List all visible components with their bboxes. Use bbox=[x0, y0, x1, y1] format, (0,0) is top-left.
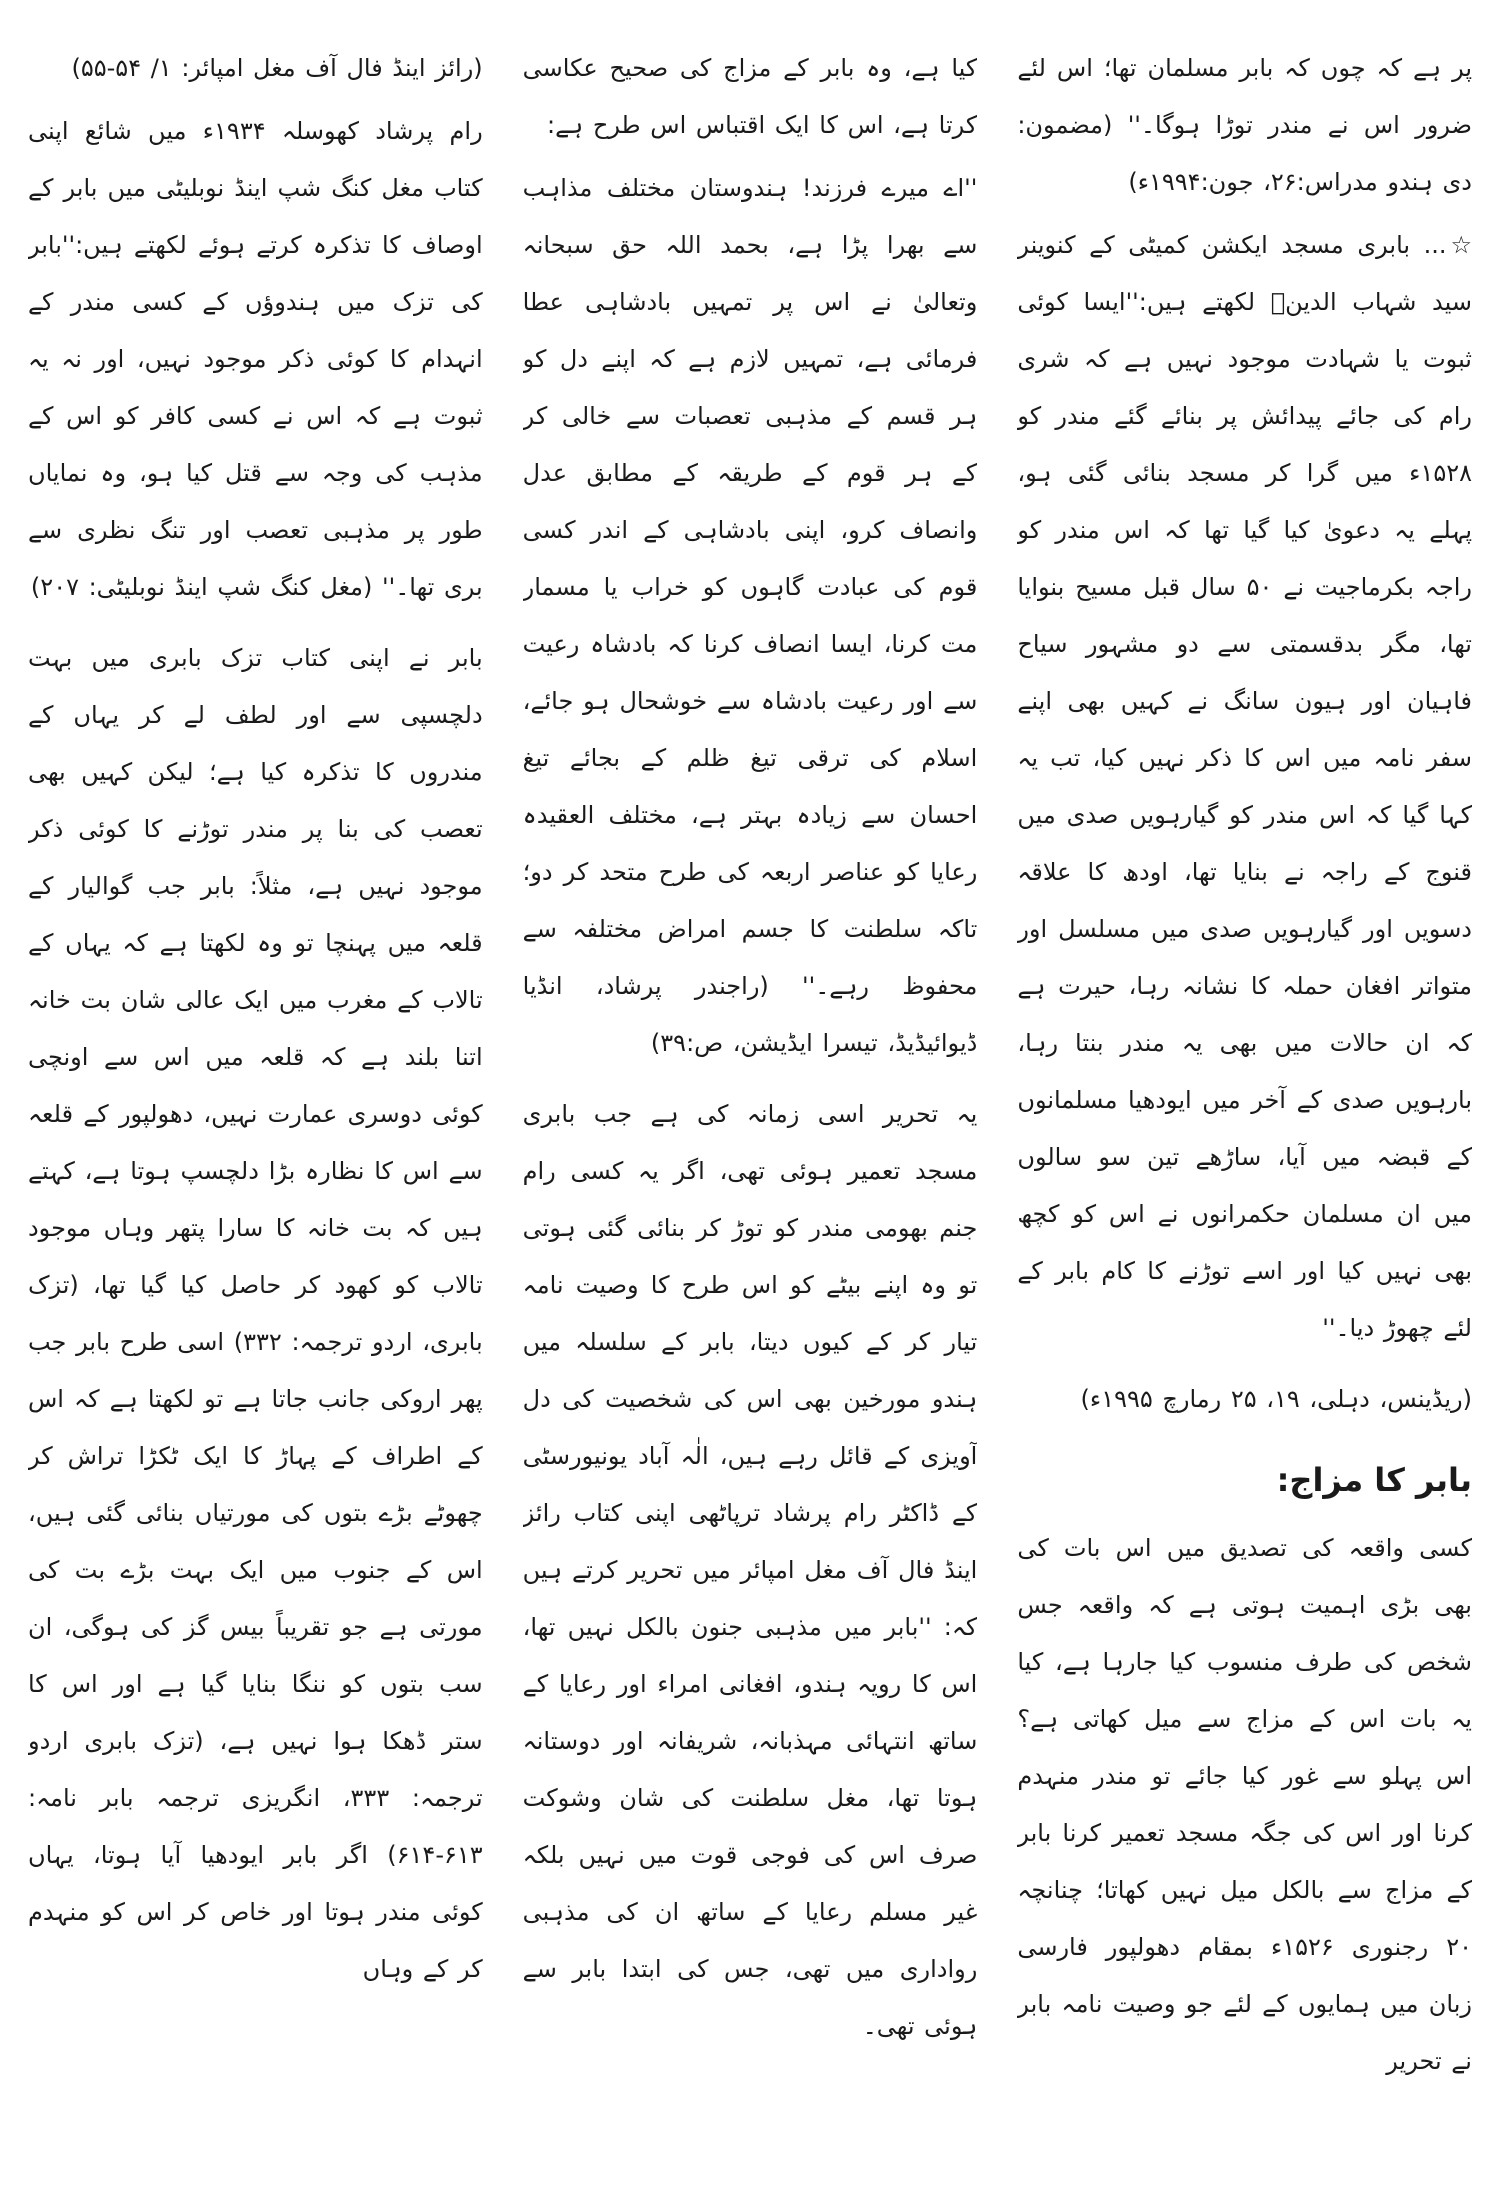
quote-paragraph: ''اے میرے فرزند! ہندوستان مختلف مذاہب سے بھرا پڑا ہے، بحمد اللہ حق سبحانہ وتعالیٰ نے اس پر تمہیں بادشاہی عطا فرمائی ہے، تمہیں لازم ہے کہ اپنے دل کو ہر قسم کے مذہبی تعصبات سے خالی کر کے ہر قوم کے طریقہ کے مطابق عدل وانصاف کرو، اپنی بادشاہی کے اندر کسی قوم کی عبادت گاہوں کو خراب یا مسمار مت کرنا، ایسا انصاف کرنا کہ بادشاہ رعیت سے اور رعیت بادشاہ سے خوشحال ہو جائے، اسلام کی ترقی تیغ ظلم کے بجائے تیغ احسان سے زیادہ بہتر ہے، مختلف العقیدہ رعایا کو عناصر اربعہ کی طرح متحد کر دو؛ تاکہ سلطنت کا جسم امراض مختلفہ سے محفوظ رہے۔'' (راجندر پرشاد، انڈیا ڈیوائیڈیڈ، تیسرا ایڈیشن، ص:۳۹) bbox=[522, 174, 978, 1057]
paragraph: کیا ہے، وہ بابر کے مزاج کی صحیح عکاسی کرتا ہے، اس کا ایک اقتباس اس طرح ہے: bbox=[522, 54, 978, 139]
paragraph: رام پرشاد کھوسلہ ۱۹۳۴ء میں شائع اپنی کتاب مغل کنگ شپ اینڈ نوبلیٹی میں بابر کے اوصاف کا تذکرہ کرتے ہوئے لکھتے ہیں:''بابر کی تزک میں ہندوؤں کے کسی مندر کے انہدام کا کوئی ذکر موجود نہیں، اور نہ یہ ثبوت ہے کہ اس نے کسی کافر کو اس کے مذہب کی وجہ سے قتل کیا ہو، وہ نمایاں طور پر مذہبی تعصب اور تنگ نظری سے بری تھا۔'' (مغل کنگ شپ اینڈ نوبلیٹی: ۲۰۷) bbox=[27, 117, 483, 601]
paragraph: کسی واقعہ کی تصدیق میں اس بات کی بھی بڑی اہمیت ہوتی ہے کہ واقعہ جس شخص کی طرف منسوب کیا جارہا ہے، کیا یہ بات اس کے مزاج سے میل کھاتی ہے؟ اس پہلو سے غور کیا جائے تو مندر منہدم کرنا اور اس کی جگہ مسجد تعمیر کرنا بابر کے مزاج سے بالکل میل نہیں کھاتا؛ چنانچہ ۲۰ رجنوری ۱۵۲۶ء بمقام دھولپور فارسی زبان میں ہمایوں کے لئے جو وصیت نامہ بابر نے تحریر bbox=[1017, 1534, 1472, 2075]
paragraph: یہ تحریر اسی زمانہ کی ہے جب بابری مسجد تعمیر ہوئی تھی، اگر یہ کسی رام جنم بھومی مندر کو توڑ کر بنائی گئی ہوتی تو وہ اپنے بیٹے کو اس طرح کا وصیت نامہ تیار کر کے کیوں دیتا، بابر کے سلسلہ میں ہندو مورخین بھی اس کی شخصیت کی دل آویزی کے قائل رہے ہیں، الٰہ آباد یونیورسٹی کے ڈاکٹر رام پرشاد ترپاٹھی اپنی کتاب رائز اینڈ فال آف مغل امپائر میں تحریر کرتے ہیں کہ: ''بابر میں مذہبی جنون بالکل نہیں تھا، اس کا رویہ ہندو، افغانی امراء اور رعایا کے ساتھ انتہائی مہذبانہ، شریفانہ اور دوستانہ ہوتا تھا، مغل سلطنت کی شان وشوکت صرف اس کی فوجی قوت میں نہیں بلکہ غیر مسلم رعایا کے ساتھ ان کی مذہبی رواداری میں تھی، جس کی ابتدا بابر سے ہوئی تھی۔ bbox=[522, 1100, 978, 2040]
section-heading: بابر کا مزاج: bbox=[1276, 1461, 1472, 1499]
paragraph: بابر نے اپنی کتاب تزک بابری میں بہت دلچسپی سے اور لطف لے کر یہاں کے مندروں کا تذکرہ کیا ہے؛ لیکن کہیں بھی تعصب کی بنا پر مندر توڑنے کا کوئی ذکر موجود نہیں ہے، مثلاً: بابر جب گوالیار کے قلعہ میں پہنچا تو وہ لکھتا ہے کہ یہاں کے تالاب کے مغرب میں ایک عالی شان بت خانہ اتنا بلند ہے کہ قلعہ میں اس سے اونچی کوئی دوسری عمارت نہیں، دھولپور کے قلعہ سے اس کا نظارہ بڑا دلچسپ ہوتا ہے، کہتے ہیں کہ بت خانہ کا سارا پتھر وہاں موجود تالاب کو کھود کر حاصل کیا گیا تھا، (تزک بابری، اردو ترجمہ: ۳۳۲) اسی طرح بابر جب پھر اروکی جانب جاتا ہے تو لکھتا ہے کہ اس کے اطراف کے پہاڑ کا ایک ٹکڑا تراش کر چھوٹے بڑے بتوں کی مورتیاں بنائی گئی ہیں، اس کے جنوب میں ایک بہت بڑے بت کی مورتی ہے جو تقریباً بیس گز کی ہوگی، ان سب بتوں کو ننگا بنایا گیا ہے اور اس کا ستر ڈھکا ہوا نہیں ہے، (تزک بابری اردو ترجمہ: ۳۳۳، انگریزی ترجمہ بابر نامہ: ۶۱۳-۶۱۴) اگر بابر ایودھیا آیا ہوتا، یہاں کوئی مندر ہوتا اور خاص کر اس کو منہدم کر کے وہاں bbox=[27, 644, 483, 1983]
citation: (ریڈینس، دہلی، ۱۹، ۲۵ رمارچ ۱۹۹۵ء) bbox=[1080, 1385, 1472, 1413]
paragraph: پر ہے کہ چوں کہ بابر مسلمان تھا؛ اس لئے ضرور اس نے مندر توڑا ہوگا۔'' (مضمون: دی ہندو مدراس:۲۶، جون:۱۹۹۴ء) bbox=[1017, 54, 1472, 196]
citation: (رائز اینڈ فال آف مغل امپائر: ۱/ ۵۴-۵۵) bbox=[71, 54, 483, 82]
column-middle bbox=[523, 40, 978, 2170]
column-right bbox=[1017, 40, 1472, 2170]
column-left bbox=[28, 40, 483, 2170]
paragraph: ☆... بابری مسجد ایکشن کمیٹی کے کنوینر سید شہاب الدینؒ لکھتے ہیں:''ایسا کوئی ثبوت یا شہادت موجود نہیں ہے کہ شری رام کی جائے پیدائش پر بنائے گئے مندر کو ۱۵۲۸ء میں گرا کر مسجد بنائی گئی ہو، پہلے یہ دعویٰ کیا گیا تھا کہ اس مندر کو راجہ بکرماجیت نے ۵۰ سال قبل مسیح بنوایا تھا، مگر بدقسمتی سے دو مشہور سیاح فاہیان اور ہیون سانگ نے کہیں بھی اپنے سفر نامہ میں اس کا ذکر نہیں کیا، تب یہ کہا گیا کہ اس مندر کو گیارہویں صدی میں قنوج کے راجہ نے بنایا تھا، اودھ کا علاقہ دسویں اور گیارہویں صدی میں مسلسل اور متواتر افغان حملہ کا نشانہ رہا، حیرت ہے کہ ان حالات میں بھی یہ مندر بنتا رہا، بارہویں صدی کے آخر میں ایودھیا مسلمانوں کے قبضہ میں آیا، ساڑھے تین سو سالوں میں ان مسلمان حکمرانوں نے اس کو کچھ بھی نہیں کیا اور اسے توڑنے کا کام بابر کے لئے چھوڑ دیا۔'' bbox=[1017, 231, 1472, 1342]
